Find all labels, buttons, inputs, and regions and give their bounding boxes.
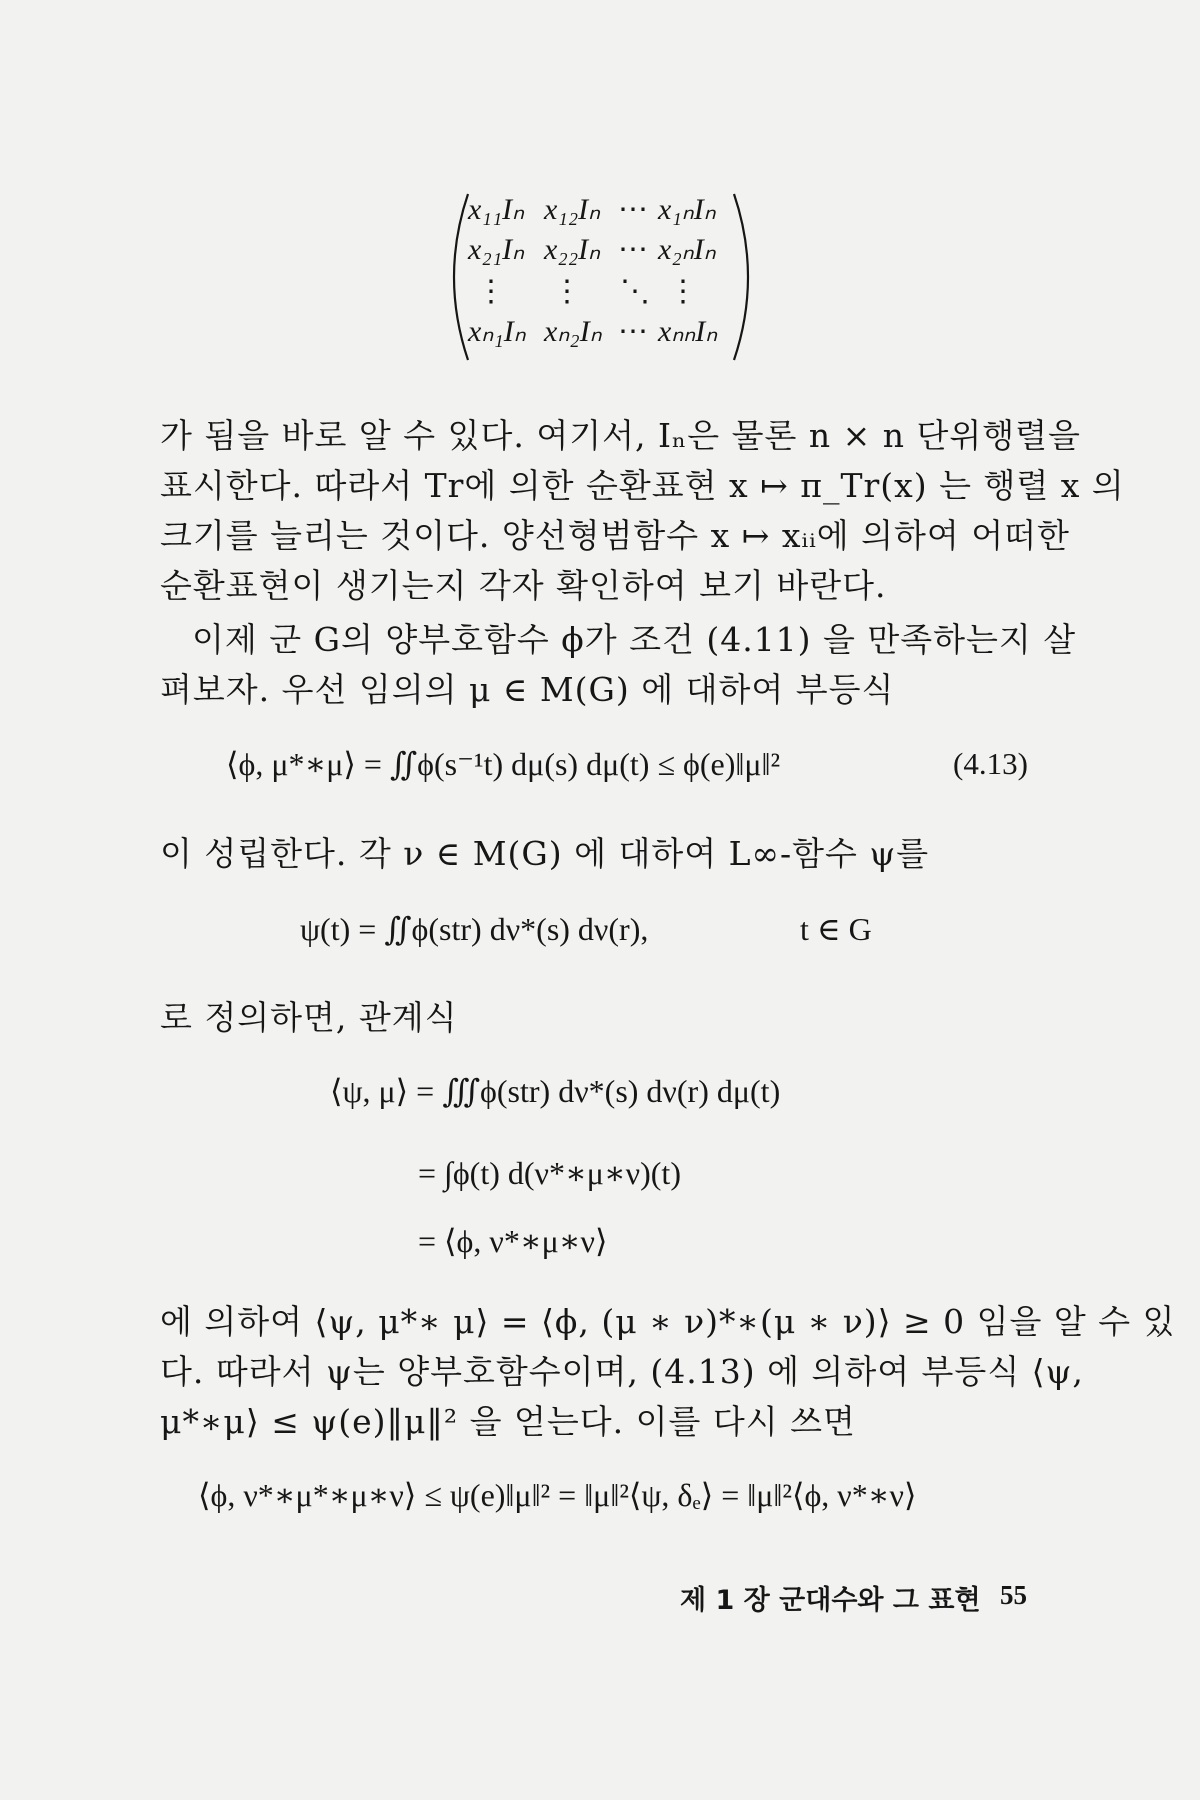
equation-psi-definition: ψ(t) = ∬ϕ(str) dν*(s) dν(r), — [300, 911, 649, 947]
equation-4-13: ⟨ϕ, μ*∗μ⟩ = ∬ϕ(s⁻¹t) dμ(s) dμ(t) ≤ ϕ(e)‖μ‖² — [226, 746, 781, 782]
right-parenthesis-icon — [730, 192, 764, 362]
matrix-cell: x₁ₙIₙ — [658, 193, 716, 226]
matrix-cell: x₂ₙIₙ — [658, 233, 716, 266]
paragraph-line: 이제 군 G의 양부호함수 ϕ가 조건 (4.11) 을 만족하는지 살 — [192, 620, 1077, 659]
paragraph-line: 이 성립한다. 각 ν ∈ M(G) 에 대하여 L∞-함수 ψ를 — [160, 834, 930, 873]
matrix-cell: ⋯ — [618, 193, 648, 226]
matrix-cell: xₙₙIₙ — [658, 315, 718, 348]
paragraph-line: μ*∗μ⟩ ≤ ψ(e)‖μ‖² 을 얻는다. 이를 다시 쓰면 — [160, 1402, 856, 1441]
equation-condition: t ∈ G — [800, 911, 872, 947]
equation-relation-line: = ∫ϕ(t) d(ν*∗μ∗ν)(t) — [418, 1155, 681, 1191]
matrix-cell: ⋮ — [476, 275, 506, 308]
running-footer-chapter: 제 1 장 군대수와 그 표현 — [680, 1585, 981, 1616]
equation-relation-line: ⟨ψ, μ⟩ = ∭ϕ(str) dν*(s) dν(r) dμ(t) — [330, 1073, 781, 1109]
matrix-cell: x₁₁Iₙ — [468, 193, 525, 226]
paragraph-line: 순환표현이 생기는지 각자 확인하여 보기 바란다. — [160, 566, 887, 605]
left-parenthesis-icon — [438, 192, 472, 362]
paragraph-line: 가 됨을 바로 알 수 있다. 여기서, Iₙ은 물론 n × n 단위행렬을 — [160, 416, 1081, 455]
equation-relation-line: = ⟨ϕ, ν*∗μ∗ν⟩ — [418, 1223, 608, 1259]
matrix-cell: xₙ₂Iₙ — [544, 315, 602, 348]
matrix-cell: x₂₁Iₙ — [468, 233, 525, 266]
matrix-cell: xₙ₁Iₙ — [468, 315, 526, 348]
matrix-cell: x₁₂Iₙ — [544, 193, 601, 226]
matrix-cell: ⋯ — [618, 233, 648, 266]
matrix-cell: ⋮ — [668, 275, 698, 308]
equation-final: ⟨ϕ, ν*∗μ*∗μ∗ν⟩ ≤ ψ(e)‖μ‖² = ‖μ‖²⟨ψ, δₑ⟩ = ‖μ‖²⟨ϕ, ν*∗ν⟩ — [198, 1477, 917, 1513]
matrix-cell: ⋯ — [618, 315, 648, 348]
matrix-cell: ⋱ — [620, 275, 650, 308]
paragraph-line: 로 정의하면, 관계식 — [160, 998, 458, 1037]
matrix-cell: x₂₂Iₙ — [544, 233, 601, 266]
matrix-cell: ⋮ — [552, 275, 582, 308]
page-number: 55 — [1000, 1580, 1027, 1610]
paragraph-line: 크기를 늘리는 것이다. 양선형범함수 x ↦ xᵢᵢ에 의하여 어떠한 — [160, 516, 1070, 555]
paragraph-line: 다. 따라서 ψ는 양부호함수이며, (4.13) 에 의하여 부등식 ⟨ψ, — [160, 1352, 1084, 1391]
equation-number: (4.13) — [953, 746, 1028, 781]
block-matrix — [438, 192, 748, 362]
paragraph-line: 펴보자. 우선 임의의 μ ∈ M(G) 에 대하여 부등식 — [160, 670, 895, 709]
paragraph-line: 표시한다. 따라서 Tr에 의한 순환표현 x ↦ π_Tr(x) 는 행렬 x 의 — [160, 466, 1125, 505]
paragraph-line: 에 의하여 ⟨ψ, μ*∗ μ⟩ = ⟨ϕ, (μ ∗ ν)*∗(μ ∗ ν)⟩ ≥ 0 임을 알 수 있 — [160, 1302, 1176, 1341]
